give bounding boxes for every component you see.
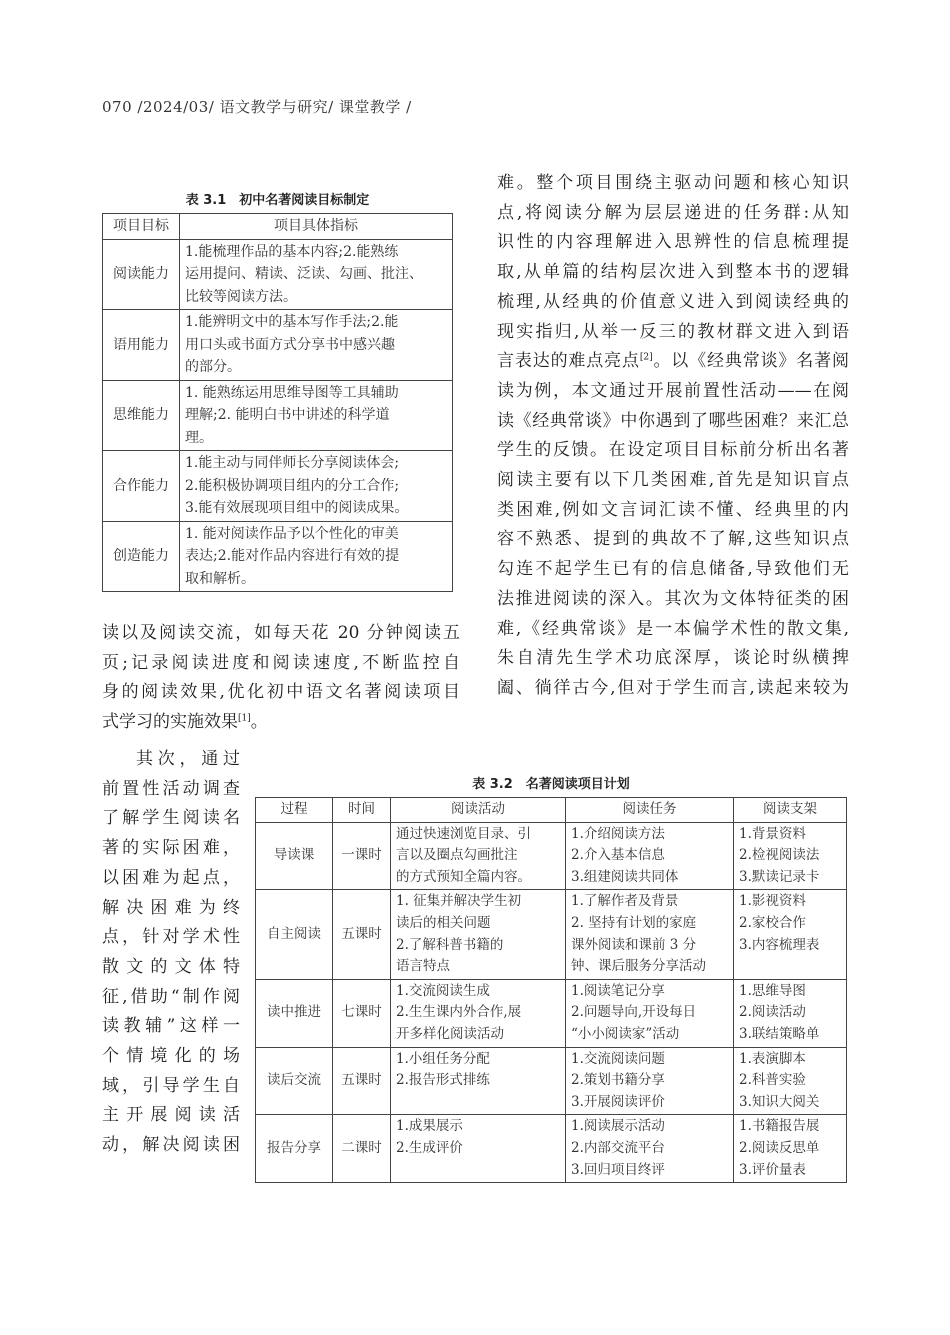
- goal-cell: 语用能力: [103, 310, 180, 381]
- text-segment: 式学习的实施效果: [102, 712, 238, 733]
- text-line: 难。整个项目围绕主驱动问题和核心知识: [497, 173, 849, 193]
- text-line: 现实指归,从举一反三的教材群文进入到语: [497, 321, 849, 342]
- cell-line: 2. 坚持有计划的家庭: [571, 914, 697, 931]
- table-header-row: [103, 214, 453, 240]
- text-line: 朱自清先生学术功底深厚，谈论时纵横捭: [497, 648, 849, 669]
- cell-line: 开多样化阅读活动: [396, 1025, 504, 1042]
- left-column-text: [102, 619, 460, 738]
- text-line: 容不熟悉、提到的典故不了解,这些知识点: [497, 529, 849, 550]
- table-row: [103, 239, 453, 310]
- text-line: 解决困难为终: [102, 897, 240, 918]
- support-cell: [734, 890, 847, 979]
- cell-line: 3.组建阅读共同体: [571, 868, 679, 885]
- text-line: 点，针对学术性: [102, 927, 240, 948]
- text-line: 身的阅读效果,优化初中语文名著阅读项目: [102, 682, 460, 703]
- text-line: 域，引导学生自: [102, 1075, 240, 1096]
- support-cell: [734, 1047, 847, 1115]
- task-cell: [566, 979, 734, 1047]
- cell-line: 2.科普实验: [739, 1072, 806, 1089]
- reading-plan-table: [255, 797, 847, 1183]
- indicator-cell: [180, 380, 453, 451]
- cell-line: 1.交流阅读生成: [396, 982, 490, 999]
- table-row: [103, 451, 453, 522]
- cell-line: 课外阅读和课前 3 分: [571, 936, 697, 953]
- text-line: 个情境化的场: [102, 1046, 240, 1067]
- text-line: 著的实际困难，: [102, 838, 240, 859]
- cell-line: 1.书籍报告展: [739, 1118, 820, 1135]
- activity-cell: [391, 822, 566, 890]
- goal-cell: 思维能力: [103, 380, 180, 451]
- cell-line: 用口头或书面方式分享书中感兴趣: [185, 336, 395, 353]
- cell-line: 3.能有效展现项目组中的阅读成果。: [185, 500, 409, 516]
- citation-ref: [1]: [238, 713, 251, 724]
- table-row: [256, 890, 847, 979]
- column-header: 阅读任务: [566, 798, 734, 823]
- text-line: 阖、徜徉古今,但对于学生而言,读起来较为: [497, 677, 849, 698]
- indicator-cell: [180, 310, 453, 381]
- text-line: 散文的文体特: [102, 956, 240, 977]
- text-line: [497, 347, 849, 377]
- cell-line: 2.内部交流平台: [571, 1139, 665, 1156]
- cell-line: 2.报告形式排练: [396, 1072, 490, 1089]
- cell-line: 钟、课后服务分享活动: [571, 958, 706, 975]
- task-cell: [566, 890, 734, 979]
- text-line: 读教辅”这样一: [102, 1016, 240, 1037]
- time-cell: 七课时: [333, 979, 391, 1047]
- cell-line: 1. 征集并解决学生初: [396, 893, 522, 910]
- text-line: 阅读主要有以下几类困难,首先是知识盲点: [497, 470, 849, 491]
- table-row: [256, 1047, 847, 1115]
- text-line: 法推进阅读的深入。其次为文体特征类的困: [497, 588, 849, 609]
- table-row: [256, 979, 847, 1047]
- cell-line: 1.能主动与同伴师长分享阅读体会;: [185, 455, 400, 471]
- cell-line: 取和解析。: [185, 570, 255, 587]
- stage-cell: 自主阅读: [256, 890, 333, 979]
- cell-line: 理解;2. 能明白书中讲述的科学道: [185, 407, 390, 423]
- activity-cell: [391, 890, 566, 979]
- cell-line: 2.问题导向,开设每日: [571, 1004, 697, 1021]
- task-cell: [566, 1115, 734, 1183]
- cell-line: 表达;2.能对作品内容进行有效的提: [185, 548, 400, 564]
- cell-line: 1.影视资料: [739, 893, 806, 910]
- table1-caption: 表 3.1 初中名著阅读目标制定: [185, 193, 370, 208]
- time-cell: 五课时: [333, 890, 391, 979]
- stage-cell: 读后交流: [256, 1047, 333, 1115]
- stage-cell: 读中推进: [256, 979, 333, 1047]
- text-line: 勾连不起学生已有的信息储备,导致他们无: [497, 559, 849, 580]
- cell-line: 1.表演脚本: [739, 1050, 806, 1067]
- cell-line: 3.默读记录卡: [739, 868, 820, 885]
- cell-line: 1.能梳理作品的基本内容;2.能熟练: [185, 243, 399, 260]
- reading-goals-table: [102, 213, 453, 592]
- table-row: [103, 521, 453, 592]
- goal-cell: 合作能力: [103, 451, 180, 522]
- text-line: 梳理,从经典的价值意义进入到阅读经典的: [497, 291, 849, 312]
- task-cell: [566, 822, 734, 890]
- cell-line: 1.能辨明文中的基本写作手法;2.能: [185, 314, 399, 330]
- indicator-cell: [180, 521, 453, 592]
- text-line: 以困难为起点，: [102, 867, 240, 888]
- cell-line: 语言特点: [396, 958, 450, 975]
- goal-cell: 阅读能力: [103, 239, 180, 310]
- cell-line: 1.交流阅读问题: [571, 1050, 665, 1067]
- goal-cell: 创造能力: [103, 521, 180, 592]
- text-line: 类困难,例如文言词汇读不懂、经典里的内: [497, 499, 849, 520]
- text-line: 读为例，本文通过开展前置性活动——在阅: [497, 380, 849, 401]
- right-column-text: [497, 169, 849, 704]
- text-line: 取,从单篇的结构层次进入到整本书的逻辑: [497, 262, 849, 283]
- cell-line: 1.了解作者及背景: [571, 893, 679, 910]
- column-header: 项目目标: [103, 214, 180, 240]
- stage-cell: 报告分享: [256, 1115, 333, 1183]
- cell-line: 3.开展阅读评价: [571, 1093, 665, 1110]
- cell-line: 1.小组任务分配: [396, 1050, 490, 1067]
- table-header-row: [256, 798, 847, 823]
- text-line: 读以及阅读交流，如每天花 20 分钟阅读五: [102, 623, 460, 643]
- cell-line: 2.能积极协调项目组内的分工合作;: [185, 477, 400, 494]
- time-cell: 五课时: [333, 1047, 391, 1115]
- cell-line: 1. 能对阅读作品予以个性化的审美: [185, 525, 399, 542]
- cell-line: 1.阅读展示活动: [571, 1118, 665, 1135]
- cell-line: 的部分。: [185, 359, 241, 375]
- cell-line: 理。: [185, 429, 213, 446]
- cell-line: 3.回归项目终评: [571, 1161, 665, 1178]
- citation-ref: [2]: [639, 352, 653, 363]
- cell-line: 2.生生课内外合作,展: [396, 1004, 522, 1021]
- cell-line: 3.评价量表: [739, 1161, 806, 1178]
- cell-line: 言以及圈点勾画批注: [396, 847, 518, 864]
- support-cell: [734, 979, 847, 1047]
- text-line: 页;记录阅读进度和阅读速度,不断监控自: [102, 652, 460, 673]
- text-line: 征,借助“制作阅: [102, 986, 240, 1007]
- table-row: [256, 822, 847, 890]
- column-header: 时间: [333, 798, 391, 823]
- text-segment: 言表达的难点亮点: [497, 351, 640, 372]
- cell-line: 1.背景资料: [739, 825, 806, 842]
- cell-line: 运用提问、精读、泛读、勾画、批注、: [185, 266, 423, 282]
- cell-line: 2.策划书籍分享: [571, 1072, 665, 1089]
- task-cell: [566, 1047, 734, 1115]
- cell-line: 3.知识大阅关: [739, 1093, 820, 1110]
- stage-cell: 导读课: [256, 822, 333, 890]
- time-cell: 二课时: [333, 1115, 391, 1183]
- support-cell: [734, 1115, 847, 1183]
- text-segment: 。以《经典常谈》名著阅: [652, 351, 850, 372]
- cell-line: 1.成果展示: [396, 1118, 463, 1135]
- cell-line: 的方式预知全篇内容。: [396, 868, 531, 885]
- activity-cell: [391, 1047, 566, 1115]
- cell-line: 2.阅读反思单: [739, 1139, 820, 1156]
- column-header: 过程: [256, 798, 333, 823]
- cell-line: 3.内容梳理表: [739, 936, 820, 953]
- table-row: [103, 380, 453, 451]
- column-header: 项目具体指标: [180, 214, 453, 240]
- cell-line: 2.检视阅读法: [739, 847, 820, 864]
- text-line: 了解学生阅读名: [102, 808, 240, 829]
- cell-line: 1. 能熟练运用思维导图等工具辅助: [185, 384, 399, 401]
- indicator-cell: [180, 239, 453, 310]
- text-line: 读《经典常谈》中你遇到了哪些困难？来汇总: [497, 410, 849, 431]
- text-line: [102, 708, 460, 738]
- table-row: [256, 1115, 847, 1183]
- table2-caption: 表 3.2 名著阅读项目计划: [472, 777, 630, 792]
- cell-line: 1.思维导图: [739, 982, 806, 999]
- column-header: 阅读活动: [391, 798, 566, 823]
- cell-line: 2.了解科普书籍的: [396, 936, 504, 953]
- text-line: 点,将阅读分解为层层递进的任务群:从知: [497, 202, 849, 223]
- cell-line: 2.阅读活动: [739, 1004, 806, 1021]
- support-cell: [734, 822, 847, 890]
- cell-line: 2.家校合作: [739, 914, 806, 931]
- text-segment: 。: [250, 712, 268, 733]
- cell-line: 通过快速浏览目录、引: [396, 825, 531, 842]
- cell-line: 1.阅读笔记分享: [571, 982, 665, 999]
- text-line: 识性的内容理解进入思辨性的信息梳理提: [497, 232, 849, 253]
- running-header: 070 /2024/03/ 语文教学与研究/ 课堂教学 /: [102, 98, 412, 116]
- cell-line: 比较等阅读方法。: [185, 288, 297, 305]
- text-line: 学生的反馈。在设定项目目标前分析出名著: [497, 440, 849, 461]
- text-line: 其次，通过: [136, 749, 240, 769]
- cell-line: 3.联结策略单: [739, 1025, 820, 1042]
- time-cell: 一课时: [333, 822, 391, 890]
- cell-line: 2.介入基本信息: [571, 847, 665, 864]
- cell-line: “小小阅读家”活动: [571, 1025, 680, 1042]
- column-header: 阅读支架: [734, 798, 847, 823]
- text-line: 动，解决阅读困: [102, 1135, 240, 1156]
- table-row: [103, 310, 453, 381]
- cell-line: 读后的相关问题: [396, 914, 491, 931]
- activity-cell: [391, 1115, 566, 1183]
- text-line: 前置性活动调查: [102, 778, 240, 799]
- activity-cell: [391, 979, 566, 1047]
- cell-line: 1.介绍阅读方法: [571, 825, 665, 842]
- text-line: 主开展阅读活: [102, 1105, 240, 1126]
- indicator-cell: [180, 451, 453, 522]
- narrow-column-text: [102, 745, 240, 1161]
- cell-line: 2.生成评价: [396, 1139, 463, 1156]
- text-line: 难,《经典常谈》是一本偏学术性的散文集,: [497, 618, 849, 639]
